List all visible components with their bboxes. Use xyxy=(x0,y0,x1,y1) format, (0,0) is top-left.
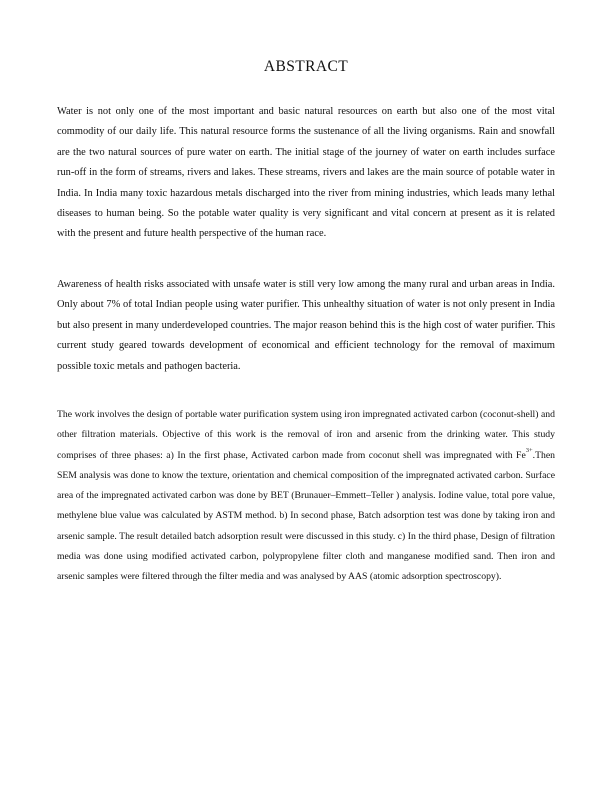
abstract-paragraph-3 xyxy=(57,405,555,588)
abstract-paragraph-2: Awareness of health risks associated with unsafe water is still very low among the many rural and urban areas in India. Only about 7% of total Indian people using water purifier. This unhealthy situation of water is not only present in India but also present in many underdeveloped countries. The major reason behind this is the high cost of water purifier. This current study geared towards development of economical and efficient technology for the removal of maximum possible toxic metals and pathogen bacteria. xyxy=(57,279,555,372)
iron-charge-superscript: 3+ xyxy=(525,446,533,454)
page-title: ABSTRACT xyxy=(263,58,349,75)
abstract-paragraph-3-part-2: .Then SEM analysis was done to know the texture, orientation and chemical composition of the impregnated activated carbon. Surface area of the impregnated activated carbon was done by BET (Brunauer–Emmett–Teller ) analysis. Iodine value, total pore value, methylene blue value was calculated by ASTM method. b) In second phase, Batch adsorption test was done by taking iron and arsenic sample. The result detailed batch adsorption result were discussed in this study. c) In the third phase, Design of filtration media was done using modified activated carbon, polypropylene filter cloth and manganese modified sand. Then iron and arsenic samples were filtered through the filter media and was analysed by AAS (atomic adsorption spectroscopy). xyxy=(57,449,555,583)
abstract-paragraph-1: Water is not only one of the most important and basic natural resources on earth but also one of the most vital commodity of our daily life. This natural resource forms the sustenance of all the living organisms. Rain and snowfall are the two natural sources of pure water on earth. The initial stage of the journey of water on earth includes surface run-off in the form of streams, rivers and lakes. These streams, rivers and lakes are the main source of potable water in India. In India many toxic hazardous metals discharged into the river from mining industries, which leads many lethal diseases to human being. So the potable water quality is very significant and vital concern at present as it is related with the present and future health perspective of the human race. xyxy=(57,106,555,240)
abstract-paragraph-3-part-1: The work involves the design of portable water purification system using iron impregnated activated carbon (coconut-shell) and other filtration materials. Objective of this work is the removal of iron and arsenic from the drinking water. This study comprises of three phases: a) In the first phase, Activated carbon made from coconut shell was impregnated with Fe xyxy=(57,409,555,461)
